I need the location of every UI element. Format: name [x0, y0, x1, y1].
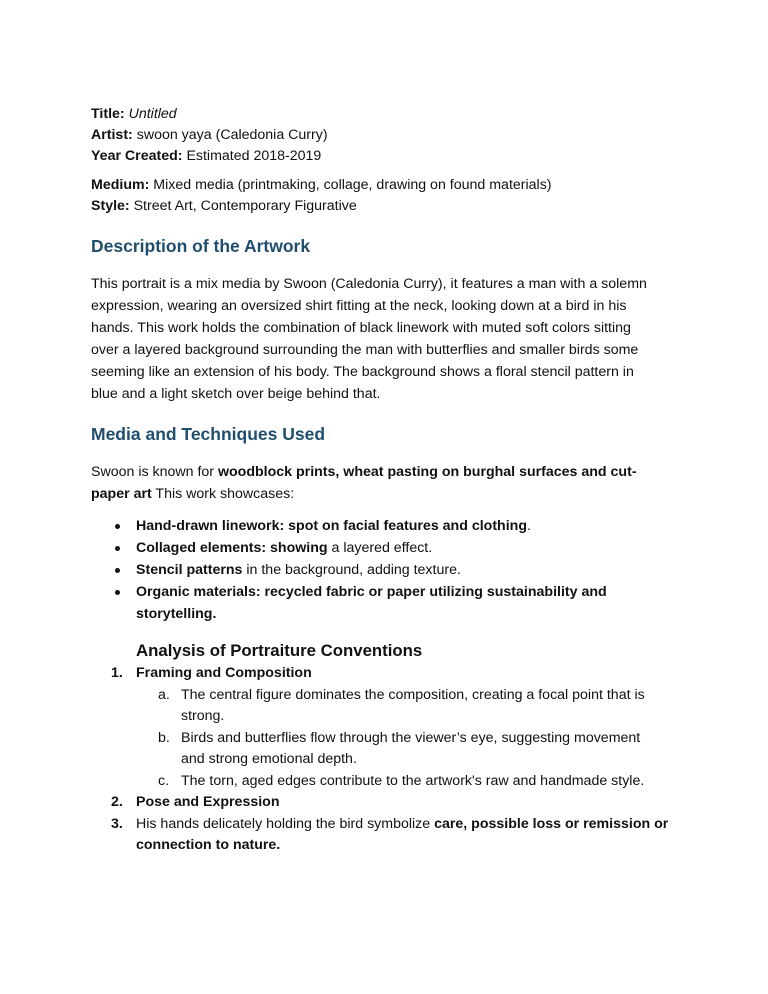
description-line: This portrait is a mix media by Swoon (Caledonia Curry), it features a man with a solemn: [91, 276, 647, 292]
sub-item-line: strong.: [181, 708, 225, 724]
bullet-bold-text: Organic materials: recycled fabric or paper utilizing sustainability and: [136, 584, 607, 600]
medium-value: Mixed media (printmaking, collage, drawing on found materials): [153, 177, 552, 193]
list-number: 1.: [111, 665, 123, 681]
framing-title: Framing and Composition: [136, 665, 312, 681]
bullet-icon: [115, 524, 120, 529]
style-label: Style:: [91, 198, 130, 214]
list-item: [91, 663, 691, 792]
list-letter: b.: [158, 729, 170, 746]
list-item: [91, 515, 691, 537]
sub-item-line: The torn, aged edges contribute to the artwork's raw and handmade style.: [181, 772, 645, 789]
style-value: Street Art, Contemporary Figurative: [133, 198, 357, 214]
hands-line: [136, 814, 691, 836]
media-intro-line: [91, 461, 691, 483]
media-intro-end: This work showcases:: [151, 486, 295, 502]
techniques-list: [91, 515, 691, 625]
bullet-bold-text: Stencil patterns: [136, 562, 243, 578]
media-intro: [91, 461, 691, 505]
sub-item-line: The central figure dominates the composition, creating a focal point that is: [181, 686, 645, 703]
bullet-text: in the background, adding texture.: [242, 562, 461, 578]
year-label: Year Created:: [91, 148, 183, 164]
hands-bold-cont: connection to nature.: [136, 837, 281, 853]
list-item: [91, 581, 691, 625]
analysis-list: [91, 663, 691, 857]
title-label: Title:: [91, 106, 125, 122]
list-number: 2.: [111, 794, 123, 810]
document-body: [91, 104, 691, 857]
medium-label: Medium:: [91, 177, 150, 193]
list-number: 3.: [111, 815, 123, 832]
year-value: Estimated 2018-2019: [186, 148, 322, 164]
media-intro-start: Swoon is known for: [91, 464, 218, 480]
list-letter: a.: [158, 686, 170, 703]
metadata-medium-style: [91, 175, 691, 217]
list-item: [91, 814, 691, 857]
bullet-icon: [115, 568, 120, 573]
artist-label: Artist:: [91, 127, 133, 143]
description-line: hands. This work holds the combination of black linework with muted soft colors sitting: [91, 320, 631, 336]
description-heading: Description of the Artwork: [91, 236, 311, 256]
bullet-text: .: [527, 518, 531, 534]
description-line: over a layered background surrounding the man with butterflies and smaller birds some: [91, 342, 639, 358]
bullet-icon: [115, 546, 120, 551]
media-intro-bold: woodblock prints, wheat pasting on burghal surfaces and cut-: [217, 464, 637, 480]
list-item: [91, 537, 691, 559]
bullet-bold-text-cont: storytelling.: [136, 606, 217, 622]
medium-line: [91, 175, 691, 196]
list-item: [91, 792, 691, 814]
sub-list-item: [136, 771, 691, 793]
description-line: seeming like an extension of his body. The background shows a floral stencil pattern in: [91, 364, 634, 380]
description-paragraph: [91, 273, 691, 405]
hands-bold: care, possible loss or remission or: [434, 815, 669, 832]
metadata-basic: [91, 104, 691, 167]
list-item: [91, 559, 691, 581]
bullet-text: a layered effect.: [327, 540, 433, 556]
year-line: [91, 146, 691, 167]
bullet-icon: [115, 590, 120, 595]
title-value: Untitled: [128, 106, 177, 122]
description-line: expression, wearing an oversized shirt fitting at the neck, looking down at a bird in his: [91, 298, 627, 314]
bullet-bold-text: Collaged elements: showing: [136, 540, 328, 556]
sub-item-line: Birds and butterflies flow through the viewer’s eye, suggesting movement: [181, 729, 641, 746]
media-heading: Media and Techniques Used: [91, 424, 326, 444]
artist-value: swoon yaya (Caledonia Curry): [136, 127, 328, 143]
list-letter: c.: [158, 772, 170, 789]
framing-sublist: [136, 685, 691, 793]
sub-list-item: [136, 685, 691, 728]
sub-list-item: [136, 728, 691, 771]
hands-text: His hands delicately holding the bird symbolize: [136, 815, 435, 832]
bullet-bold-text: Hand-drawn linework: spot on facial features and clothing: [136, 518, 527, 534]
style-line: [91, 196, 691, 217]
media-intro-bold: paper art: [91, 486, 152, 502]
description-line: blue and a light sketch over beige behind that.: [91, 386, 381, 402]
analysis-heading: Analysis of Portraiture Conventions: [136, 641, 423, 660]
title-line: [91, 104, 691, 125]
artist-line: [91, 125, 691, 146]
pose-title: Pose and Expression: [136, 794, 280, 810]
media-intro-line: [91, 483, 691, 505]
sub-item-line: and strong emotional depth.: [181, 751, 357, 767]
